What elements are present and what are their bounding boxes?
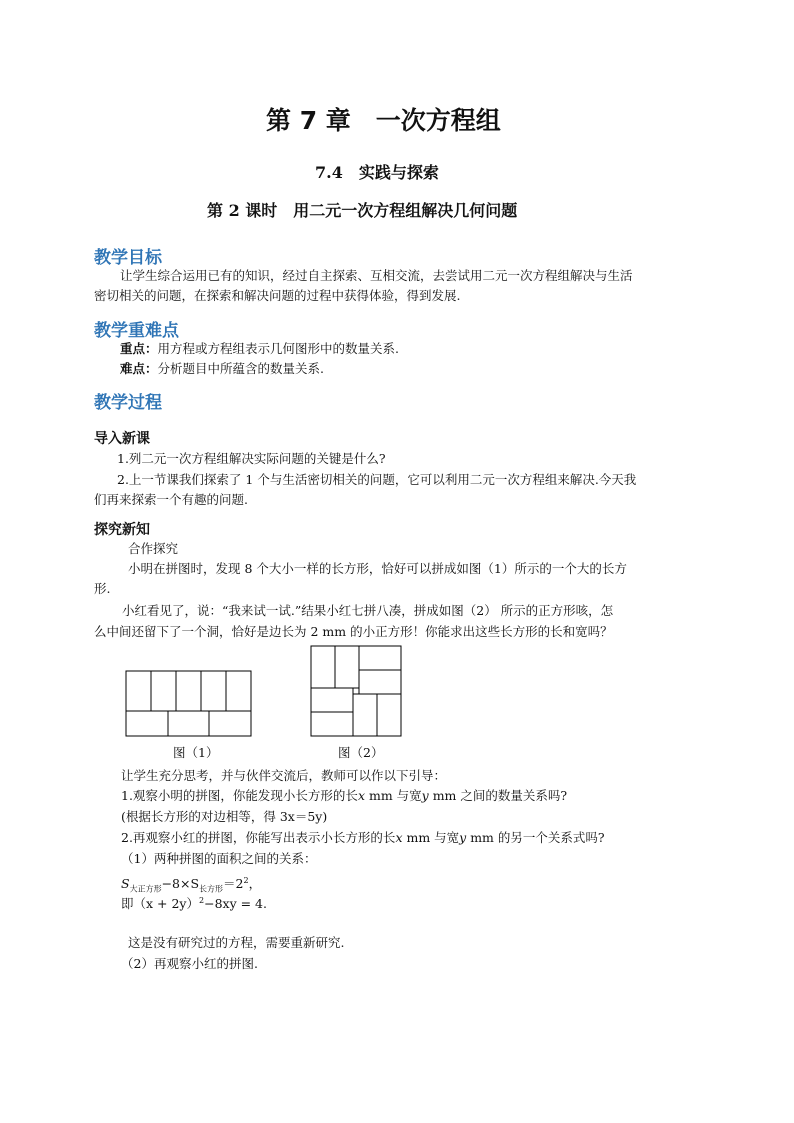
problem-paragraph-2-line-2: 么中间还留下了一个洞，恰好是边长为 2 mm 的小正方形！你能求出这些长方形的长和宽吗？	[94, 624, 613, 639]
guide-question-2-post: mm 的另一个关系式吗?	[466, 830, 605, 845]
guide-question-2-mid: mm 与宽	[402, 830, 460, 845]
fig1-vertical-rect-5	[226, 671, 251, 711]
guide-question-2-x: x	[395, 830, 403, 845]
key-text: 用方程或方程组表示几何图形中的数量关系.	[157, 341, 399, 356]
area-equation-2	[121, 891, 267, 914]
observe-text: （2）再观察小红的拼图.	[121, 956, 258, 971]
eq-mid: −8×S	[161, 876, 200, 892]
guide-question-1-mid: mm 与宽	[365, 788, 422, 803]
fig1-vertical-rect-4	[201, 671, 226, 711]
eq-end: ＝2	[223, 876, 244, 892]
figure-1	[124, 669, 254, 741]
guide-question-1-y: y	[421, 788, 429, 803]
fig2-left-lower-rect	[311, 688, 353, 712]
guide-question-2	[121, 828, 605, 848]
intro-question-2-line-1: 2.上一节课我们探索了 1 个与生活密切相关的问题，它可以利用二元一次方程组来解决.今天我	[117, 472, 637, 487]
fig2-bottom-middle-rect	[353, 694, 377, 736]
lesson-title: 第 2 课时 用二元一次方程组解决几何问题	[207, 201, 518, 220]
figure-2	[309, 644, 405, 740]
intro-heading: 导入新课	[94, 431, 150, 447]
eq2-post: −8xy = 4.	[204, 896, 267, 912]
guide-hint-1: (根据长方形的对边相等，得 3x＝5y)	[121, 809, 328, 824]
process-heading: 教学过程	[94, 393, 162, 413]
guide-question-1-post: mm 之间的数量关系吗?	[428, 788, 568, 803]
guide-question-1-x: x	[357, 788, 365, 803]
fig1-vertical-rect-2	[151, 671, 176, 711]
fig2-right-upper-rect	[359, 670, 401, 694]
key-label: 重点：	[120, 341, 158, 356]
fig2-top-middle-rect	[335, 646, 359, 688]
problem-paragraph-1-line-1: 小明在拼图时，发现 8 个大小一样的长方形，恰好可以拼成如图（1）所示的一个大的长方	[128, 561, 627, 576]
eq-sub-rectangle: 长方形	[199, 884, 224, 894]
area-relation-title: （1）两种拼图的面积之间的关系：	[121, 851, 317, 866]
goals-heading: 教学目标	[94, 248, 162, 268]
eq-exponent: 2	[243, 876, 249, 885]
goals-line-1: 让学生综合运用已有的知识，经过自主探索、互相交流，去尝试用二元一次方程组解决与生活	[120, 268, 633, 283]
difficult-point	[120, 359, 324, 379]
figure-1-caption: 图（1）	[173, 745, 219, 760]
key-point	[120, 339, 399, 359]
fig1-horizontal-rect-3	[209, 711, 251, 736]
guide-question-1	[121, 786, 567, 806]
eq2-exponent: 2	[199, 896, 205, 905]
guide-question-1-pre: 1.观察小明的拼图，你能发现小长方形的长	[121, 788, 358, 803]
figure-2-caption: 图（2）	[338, 745, 384, 760]
fig1-vertical-rect-3	[176, 671, 201, 711]
guide-question-2-pre: 2.再观察小红的拼图，你能写出表示小长方形的长	[121, 830, 396, 845]
eq-s-1: S	[121, 876, 130, 892]
problem-paragraph-2-line-1: 小红看见了，说：“我来试一试.”结果小红七拼八凑，拼成如图（2） 所示的正方形咳，怎	[122, 603, 614, 618]
note-text: 这是没有研究过的方程，需要重新研究.	[128, 935, 345, 950]
goals-line-2: 密切相关的问题，在探索和解决问题的过程中获得体验，得到发展.	[94, 288, 461, 303]
fig2-top-left-rect	[311, 646, 335, 688]
fig2-top-right-rect	[359, 646, 401, 670]
difficult-text: 分析题目中所蕴含的数量关系.	[157, 361, 324, 376]
keypoints-heading: 教学重难点	[94, 321, 179, 341]
problem-paragraph-1-line-2: 形.	[94, 581, 111, 596]
eq-tail: ，	[248, 876, 262, 892]
guide-text: 让学生充分思考，并与伙伴交流后，教师可以作以下引导：	[121, 768, 447, 783]
guide-question-2-y: y	[459, 830, 467, 845]
fig1-horizontal-rect-2	[168, 711, 209, 736]
chapter-title: 第 7 章 一次方程组	[266, 106, 501, 135]
eq-sub-big-square: 大正方形	[129, 884, 162, 894]
intro-question-2-line-2: 们再来探索一个有趣的问题.	[94, 492, 248, 507]
fig2-center-hole	[353, 688, 359, 694]
fig2-bottom-right-rect	[377, 694, 401, 736]
fig1-horizontal-rect-1	[126, 711, 168, 736]
explore-heading: 探究新知	[94, 522, 150, 538]
fig2-bottom-left-rect	[311, 712, 353, 736]
eq2-pre: 即（x + 2y）	[121, 896, 199, 912]
coop-label: 合作探究	[128, 541, 179, 556]
intro-question-1: 1.列二元一次方程组解决实际问题的关键是什么?	[117, 451, 386, 466]
section-title: 7.4 实践与探索	[315, 163, 439, 182]
fig1-vertical-rect-1	[126, 671, 151, 711]
difficult-label: 难点：	[120, 361, 158, 376]
